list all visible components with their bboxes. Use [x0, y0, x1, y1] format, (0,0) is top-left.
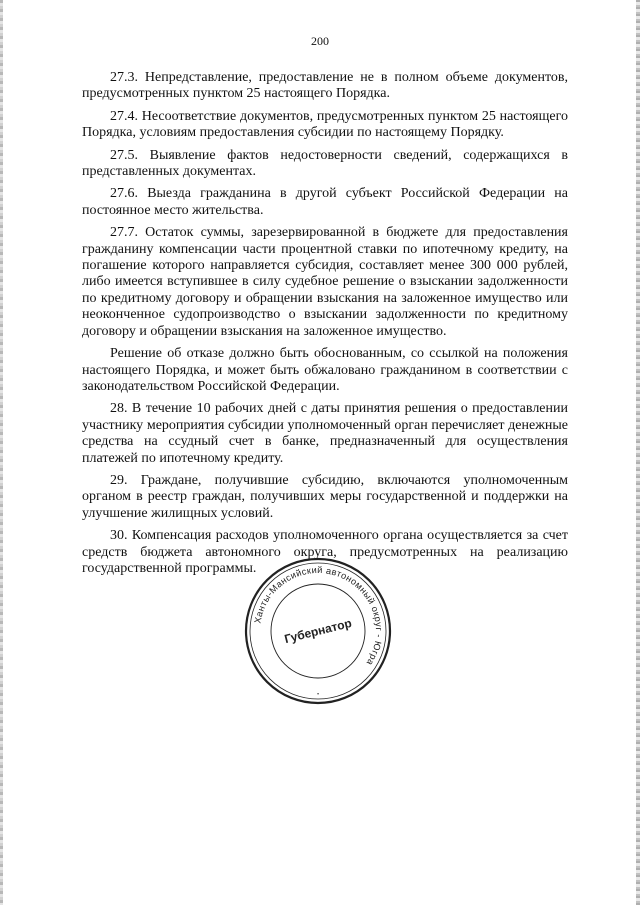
stamp-center-text: Губернатор	[282, 615, 354, 647]
stamp-ring-text: Ханты-Мансийский автономный округ - Югра	[252, 564, 385, 668]
paragraph-27-5: 27.5. Выявление фактов недостоверности сведений, содержащихся в представленных документах.	[82, 147, 568, 180]
stamp-star-icon: •	[316, 692, 320, 698]
paragraph-30: 30. Компенсация расходов уполномоченного органа осуществляется за счет средств бюджета автономного округа, предусмотренных на реализацию государственной программы.	[82, 528, 568, 576]
governor-stamp	[243, 556, 393, 706]
scan-edge-left	[0, 0, 3, 905]
paragraph-29: 29. Граждане, получившие субсидию, включаются уполномоченным органом в реестр граждан, получивших меры государственной и поддержки на улучшение жилищных условий.	[82, 472, 568, 521]
paragraph-28: 28. В течение 10 рабочих дней с даты принятия решения о предоставлении участнику мероприятия субсидии уполномоченный орган перечисляет денежные средства на ссудный счет в банке, предназначенный для осуществления платежей по ипотечному кредиту.	[82, 401, 568, 466]
paragraph-27-7: 27.7. Остаток суммы, зарезервированной в бюджете для предоставления гражданину компенсации части процентной ставки по ипотечному кредиту, на погашение которого направляется субсидия, составляет менее 300 000 рублей, либо имеется вступившее в силу судебное решение о взыскании задолженности по кредитному договору и обращении взыскания на заложенное имущество или неоконченное судопроизводство о взыскании задолженности по кредитному договору и обращении взыскания на заложенное имущество.	[82, 225, 568, 339]
paragraph-27-6: 27.6. Выезда гражданина в другой субъект Российской Федерации на постоянное место жительства.	[82, 186, 568, 218]
paragraph-27-3: 27.3. Непредставление, предоставление не в полном объеме документов, предусмотренных пунктом 25 настоящего Порядка.	[82, 70, 568, 102]
paragraph-27-4: 27.4. Несоответствие документов, предусмотренных пунктом 25 настоящего Порядка, условиям предоставления субсидии по настоящему Порядку.	[82, 108, 568, 141]
paragraph-refusal-decision: Решение об отказе должно быть обоснованным, со ссылкой на положения настоящего Порядка, и может быть обжаловано гражданином в соответствии с законодательством Российской Федерации.	[82, 346, 568, 394]
page-number: 200	[311, 34, 329, 48]
scan-edge-right	[636, 0, 640, 905]
document-body	[82, 70, 568, 583]
